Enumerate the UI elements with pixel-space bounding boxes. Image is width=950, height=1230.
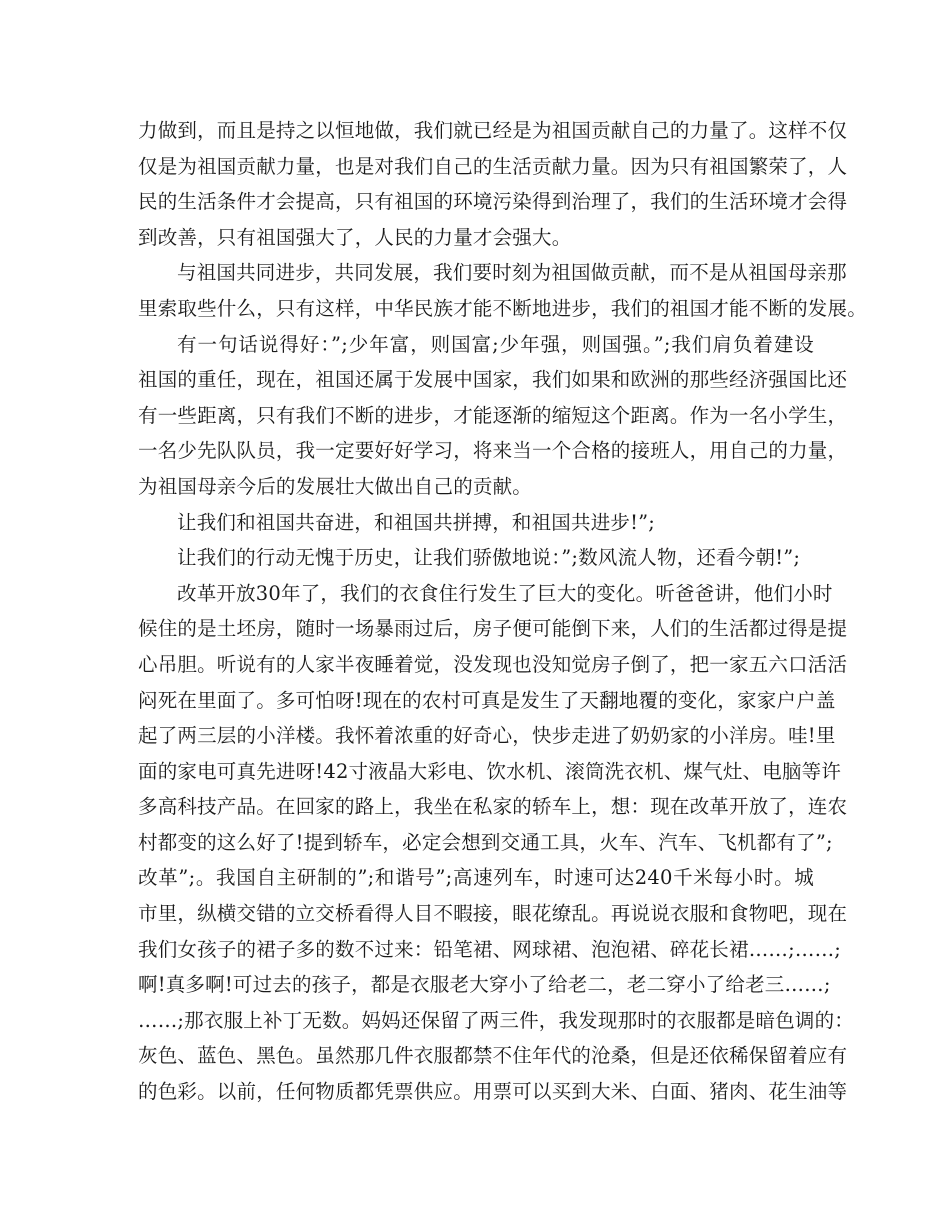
text-line: 我们女孩子的裙子多的数不过来：铅笔裙、网球裙、泡泡裙、碎花长裙……;……; [138, 937, 842, 961]
document-body [138, 113, 867, 1110]
text-line: 一名少先队队员，我一定要好好学习，将来当一个合格的接班人，用自己的力量， [138, 439, 848, 463]
text-line: 市里，纵横交错的立交桥看得人目不暇接，眼花缭乱。再说说衣服和食物吧，现在 [138, 902, 848, 926]
text-line: 啊!真多啊!可过去的孩子，都是衣服老大穿小了给老二，老二穿小了给老三……; [138, 973, 831, 997]
text-line: 灰色、蓝色、黑色。虽然那几件衣服都禁不住年代的沧桑，但是还依稀保留着应有 [138, 1044, 848, 1068]
text-line: 民的生活条件才会提高，只有祖国的环境污染得到治理了，我们的生活环境才会得 [138, 190, 848, 214]
text-line: 村都变的这么好了!提到轿车，必定会想到交通工具，火车、汽车、飞机都有了”; [138, 830, 833, 854]
text-line: 与祖国共同进步，共同发展，我们要时刻为祖国做贡献，而不是从祖国母亲那 [177, 261, 847, 285]
text-line: 的色彩。以前，任何物质都凭票供应。用票可以买到大米、白面、猪肉、花生油等 [138, 1080, 848, 1104]
text-line: 改革”;。我国自主研制的”;和谐号”;高速列车，时速可达240千米每小时。城 [138, 866, 814, 890]
text-line: 里索取些什么，只有这样，中华民族才能不断地进步，我们的祖国才能不断的发展。 [138, 296, 867, 320]
text-line: 到改善，只有祖国强大了，人民的力量才会强大。 [138, 225, 572, 249]
text-line: 面的家电可真先进呀!42寸液晶大彩电、饮水机、滚筒洗衣机、煤气灶、电脑等许 [138, 759, 842, 783]
text-line: 仅是为祖国贡献力量，也是对我们自己的生活贡献力量。因为只有祖国繁荣了，人 [138, 154, 848, 178]
text-line: 有一些距离，只有我们不断的进步，才能逐渐的缩短这个距离。作为一名小学生， [138, 403, 848, 427]
text-line: 闷死在里面了。多可怕呀!现在的农村可真是发生了天翻地覆的变化，家家户户盖 [138, 688, 836, 712]
text-line: 起了两三层的小洋楼。我怀着浓重的好奇心，快步走进了奶奶家的小洋房。哇!里 [138, 724, 836, 748]
text-line: 祖国的重任，现在，祖国还属于发展中国家，我们如果和欧洲的那些经济强国比还 [138, 368, 848, 392]
text-line: ……;那衣服上补丁无数。妈妈还保留了两三件，我发现那时的衣服都是暗色调的： [138, 1008, 854, 1032]
text-line: 让我们和祖国共奋进，和祖国共拼搏，和祖国共进步!”; [177, 510, 656, 534]
text-line: 让我们的行动无愧于历史，让我们骄傲地说：”;数风流人物，还看今朝!”; [177, 546, 801, 570]
text-line: 改革开放30年了，我们的衣食住行发生了巨大的变化。听爸爸讲，他们小时 [177, 581, 833, 605]
text-line: 心吊胆。听说有的人家半夜睡着觉，没发现也没知觉房子倒了，把一家五六口活活 [138, 652, 848, 676]
text-line: 候住的是土坯房，随时一场暴雨过后，房子便可能倒下来，人们的生活都过得是提 [138, 617, 848, 641]
text-line: 力做到，而且是持之以恒地做，我们就已经是为祖国贡献自己的力量了。这样不仅 [138, 119, 848, 142]
text-line: 多高科技产品。在回家的路上，我坐在私家的轿车上，想：现在改革开放了，连农 [138, 795, 848, 819]
text-line: 有一句话说得好：”;少年富，则国富;少年强，则国强。”;我们肩负着建设 [177, 332, 814, 356]
text-line: 为祖国母亲今后的发展壮大做出自己的贡献。 [138, 474, 533, 498]
